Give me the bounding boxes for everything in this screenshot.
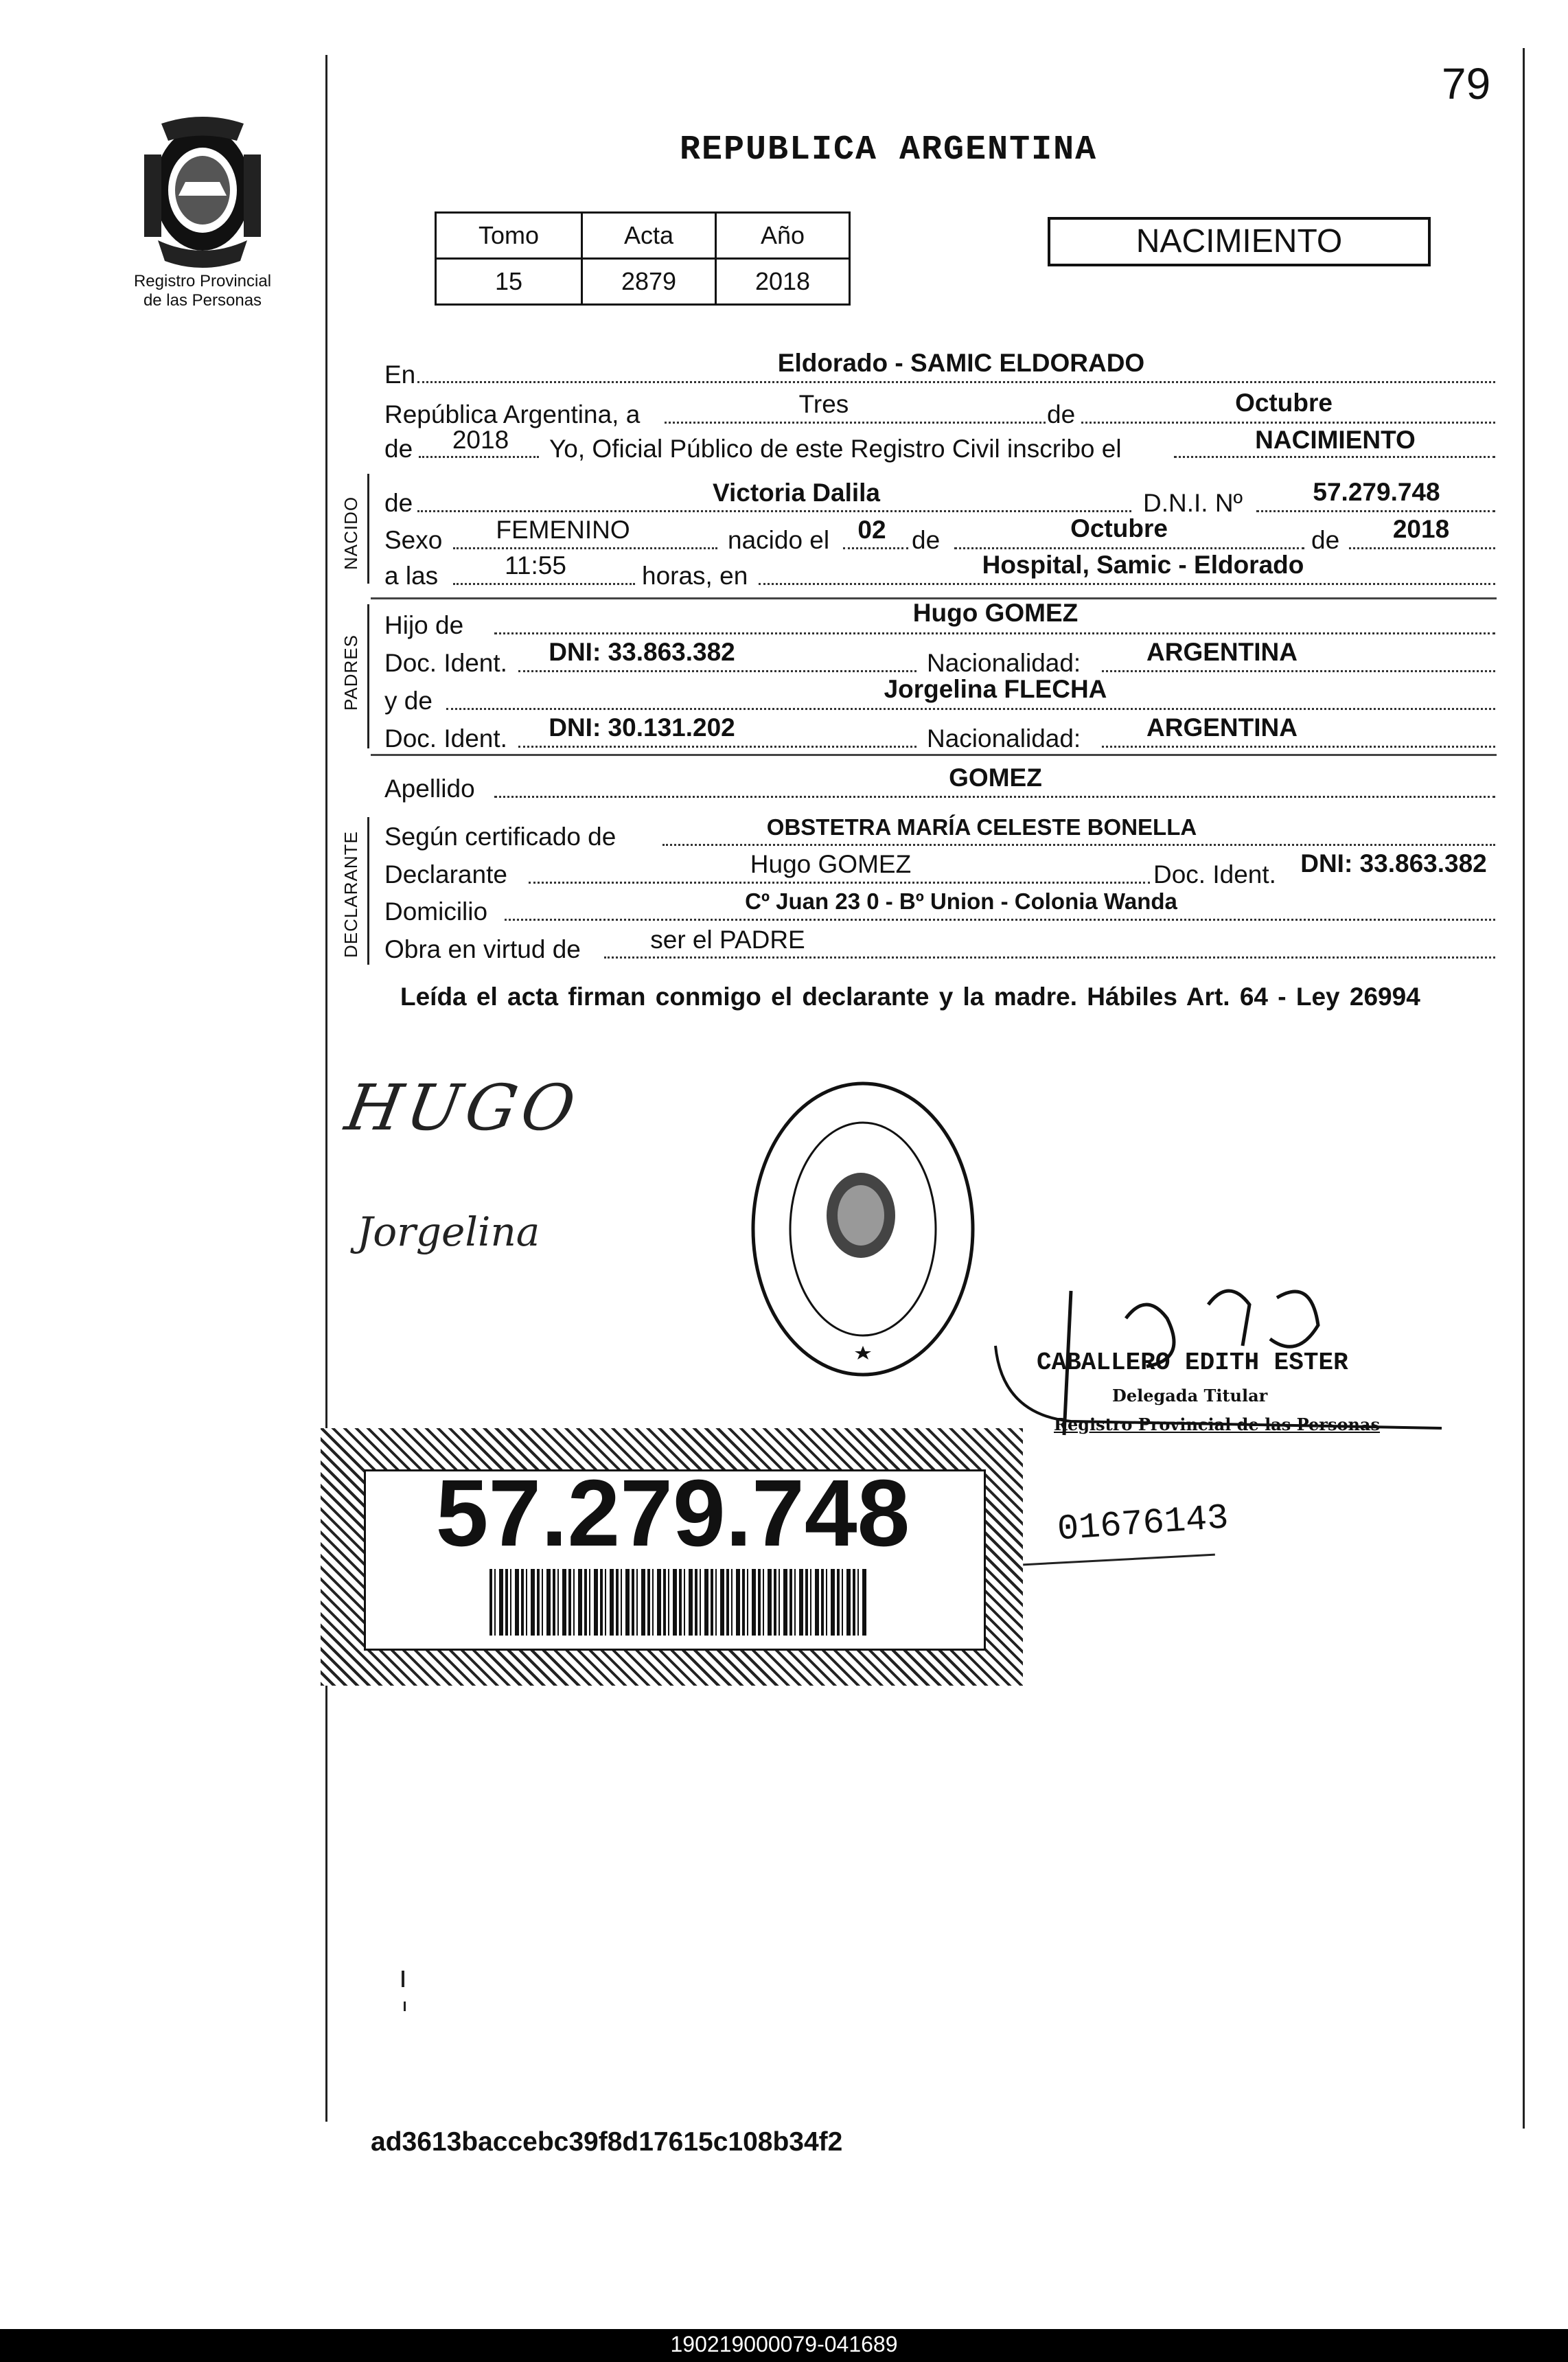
footer-code: 190219000079-041689	[670, 2332, 898, 2357]
madre-nac-label: Nacionalidad:	[927, 724, 1081, 753]
nacido-bracket	[367, 474, 369, 584]
de-label-2: de	[384, 435, 413, 463]
name-line	[417, 510, 1131, 512]
signature-hugo: HUGO	[340, 1071, 586, 1145]
madre-doc: DNI: 30.131.202	[549, 713, 735, 742]
place-line	[417, 381, 1495, 383]
declarante-name: Hugo GOMEZ	[750, 850, 912, 878]
padres-section-label: PADRES	[341, 634, 361, 711]
apellido-label: Apellido	[384, 775, 475, 803]
scan-mark-1	[402, 1971, 404, 1987]
day-line	[665, 422, 1046, 424]
domicilio-line	[505, 919, 1495, 921]
segun-label: Según certificado de	[384, 823, 616, 851]
table-value-tomo: 15	[436, 259, 582, 305]
official-seal	[750, 1078, 976, 1380]
obra-value: ser el PADRE	[650, 926, 805, 954]
dni-line	[1256, 510, 1495, 512]
crest-logo	[130, 113, 275, 271]
birth-month: Octubre	[1070, 514, 1168, 542]
right-border-line	[1523, 48, 1525, 2129]
apellido-value: GOMEZ	[949, 764, 1042, 792]
month-value: Octubre	[1235, 389, 1333, 417]
registry-label-2: de las Personas	[143, 291, 262, 310]
table-header-acta: Acta	[582, 213, 716, 259]
declarante-line	[529, 882, 1150, 884]
padre-name: Hugo GOMEZ	[912, 599, 1079, 627]
table-value-acta: 2879	[582, 259, 716, 305]
stamp-underline	[1023, 1554, 1215, 1566]
event-line	[1174, 456, 1495, 458]
madre-nac-line	[1102, 746, 1495, 748]
official-title: Delegada Titular	[1112, 1386, 1268, 1406]
hora-value: 11:55	[505, 551, 566, 580]
dni-label: D.N.I. Nº	[1143, 489, 1243, 517]
republica-label: República Argentina, a	[384, 400, 641, 428]
sexo-line	[453, 547, 717, 549]
domicilio-value: Cº Juan 23 0 - Bº Union - Colonia Wanda	[745, 888, 1177, 914]
madre-line	[446, 708, 1495, 710]
hijo-de-label: Hijo de	[384, 611, 464, 639]
event-value: NACIMIENTO	[1255, 426, 1416, 454]
padre-nac-line	[1102, 670, 1495, 672]
nacido-de-label: de	[384, 489, 413, 517]
year-line	[419, 456, 539, 458]
padre-doc: DNI: 33.863.382	[549, 638, 735, 666]
sexo-value: FEMENINO	[496, 516, 630, 544]
certificado-value: OBSTETRA MARÍA CELESTE BONELLA	[766, 814, 1197, 840]
en-label: En	[384, 360, 416, 389]
declarante-bracket	[367, 817, 369, 965]
horas-en-label: horas, en	[642, 562, 748, 590]
padres-separator	[371, 754, 1497, 756]
padre-doc-line	[518, 670, 916, 672]
madre-nac: ARGENTINA	[1146, 713, 1298, 742]
declarante-doc-label: Doc. Ident.	[1153, 860, 1276, 888]
table-header-tomo: Tomo	[436, 213, 582, 259]
month-line	[1081, 422, 1495, 424]
stamp-number: 01676143	[1056, 1498, 1230, 1550]
sexo-label: Sexo	[384, 526, 443, 554]
padre-line	[494, 632, 1495, 634]
padre-doc-label: Doc. Ident.	[384, 649, 507, 677]
official-org: Registro Provincial de las Personas	[1054, 1414, 1380, 1434]
registry-label-1: Registro Provincial	[133, 272, 272, 290]
birth-year-line	[1349, 547, 1495, 549]
birth-day-line	[843, 547, 908, 549]
birth-de-label-1: de	[912, 526, 941, 554]
year-value: 2018	[452, 426, 509, 454]
closing-text: Leída el acta firman conmigo el declarante y la madre. Hábiles Art. 64 - Ley 26994	[400, 983, 1420, 1011]
statement-text: Yo, Oficial Público de este Registro Civil inscribo el	[549, 435, 1122, 463]
padre-nac-label: Nacionalidad:	[927, 649, 1081, 677]
table-value-ano: 2018	[716, 259, 850, 305]
document-hash: ad3613baccebc39f8d17615c108b34f2	[371, 2127, 843, 2157]
child-dni: 57.279.748	[1313, 478, 1440, 506]
nacido-el-label: nacido el	[728, 526, 830, 554]
record-type-label: NACIMIENTO	[1135, 223, 1343, 260]
table-header-ano: Año	[716, 213, 850, 259]
padre-nac: ARGENTINA	[1146, 638, 1298, 666]
obra-line	[604, 956, 1495, 959]
dni-number-large: 57.279.748	[435, 1460, 910, 1566]
signature-jorgelina: Jorgelina	[357, 1208, 540, 1255]
birth-day: 02	[857, 516, 886, 544]
country-title: REPUBLICA ARGENTINA	[680, 130, 1098, 170]
birth-month-line	[954, 547, 1304, 549]
madre-name: Jorgelina FLECHA	[884, 675, 1107, 703]
madre-doc-line	[518, 746, 916, 748]
hora-label: a las	[384, 562, 439, 590]
hora-line	[453, 583, 635, 585]
certificado-line	[662, 844, 1495, 846]
official-name: CABALLERO EDITH ESTER	[1037, 1349, 1348, 1377]
day-value: Tres	[798, 390, 849, 418]
apellido-line	[494, 796, 1495, 798]
birth-year: 2018	[1392, 515, 1450, 543]
page-number: 79	[1442, 59, 1491, 108]
declarante-section-label: DECLARANTE	[341, 831, 361, 958]
obra-label: Obra en virtud de	[384, 935, 581, 963]
lugar-line	[759, 583, 1495, 585]
y-de-label: y de	[384, 687, 433, 715]
domicilio-label: Domicilio	[384, 897, 488, 926]
left-margin-line	[325, 55, 327, 2122]
child-name: Victoria Dalila	[712, 479, 881, 507]
de-label-1: de	[1047, 400, 1076, 428]
birth-de-label-2: de	[1311, 526, 1340, 554]
padres-bracket	[367, 604, 369, 748]
record-type-box	[1048, 217, 1431, 266]
madre-doc-label: Doc. Ident.	[384, 724, 507, 753]
declarante-label: Declarante	[384, 860, 507, 888]
dni-barcode	[489, 1569, 867, 1636]
scan-mark-2	[404, 2002, 406, 2011]
declarante-doc: DNI: 33.863.382	[1300, 849, 1487, 878]
lugar-value: Hospital, Samic - Eldorado	[982, 551, 1304, 579]
record-table	[435, 211, 851, 306]
nacido-section-label: NACIDO	[341, 496, 361, 570]
place-value: Eldorado - SAMIC ELDORADO	[777, 349, 1145, 377]
